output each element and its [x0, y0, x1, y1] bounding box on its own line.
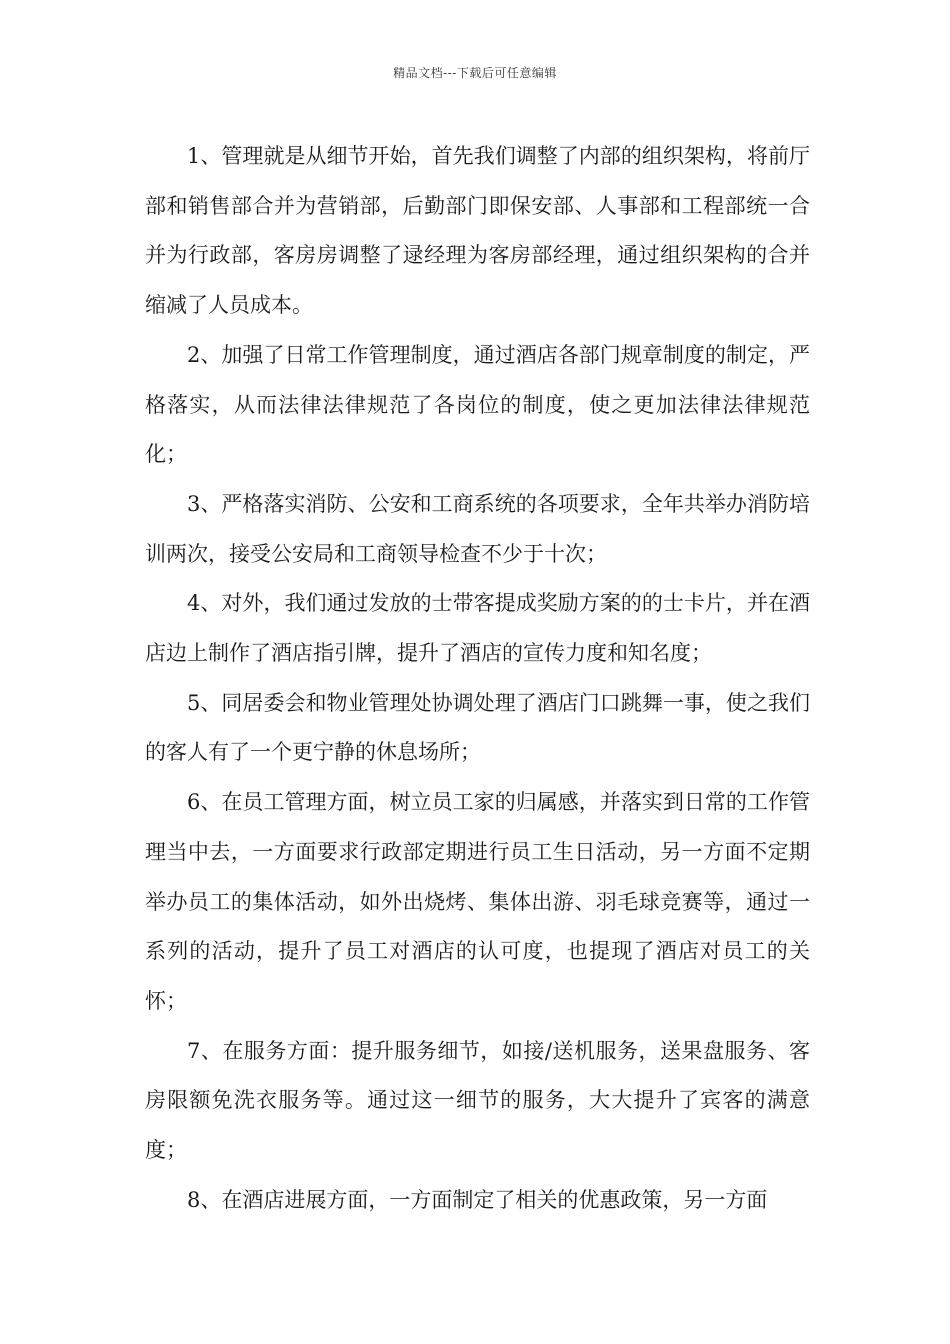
document-body [145, 132, 810, 1225]
paragraph-4: 4、对外，我们通过发放的士带客提成奖励方案的的士卡片，并在酒店边上制作了酒店指引牌，提升了酒店的宣传力度和知名度； [145, 591, 810, 666]
paragraph-3: 3、严格落实消防、公安和工商系统的各项要求，全年共举办消防培训两次，接受公安局和工商领导检查不少于十次； [145, 491, 810, 566]
paragraph-6: 6、在员工管理方面，树立员工家的归属感，并落实到日常的工作管理当中去，一方面要求行政部定期进行员工生日活动，另一方面不定期举办员工的集体活动，如外出烧烤、集体出游、羽毛球竞赛等，通过一系列的活动，提升了员工对酒店的认可度，也提现了酒店对员工的关怀； [145, 790, 810, 1013]
paragraph-5: 5、同居委会和物业管理处协调处理了酒店门口跳舞一事，使之我们的客人有了一个更宁静的休息场所； [145, 690, 810, 765]
page-header: 精品文档---下载后可任意编辑 [393, 66, 557, 80]
paragraph-8: 8、在酒店进展方面，一方面制定了相关的优惠政策，另一方面 [187, 1187, 768, 1212]
paragraph-2: 2、加强了日常工作管理制度，通过酒店各部门规章制度的制定，严格落实，从而法律法律规范了各岗位的制度，使之更加法律法律规范化； [145, 342, 810, 467]
paragraph-1: 1、管理就是从细节开始，首先我们调整了内部的组织架构，将前厅部和销售部合并为营销部，后勤部门即保安部、人事部和工程部统一合并为行政部，客房房调整了逯经理为客房部经理，通过组织架构的合并缩减了人员成本。 [145, 144, 810, 318]
paragraph-7: 7、在服务方面：提升服务细节，如接/送机服务，送果盘服务、客房限额免洗衣服务等。通过这一细节的服务，大大提升了宾客的满意度； [145, 1038, 810, 1163]
